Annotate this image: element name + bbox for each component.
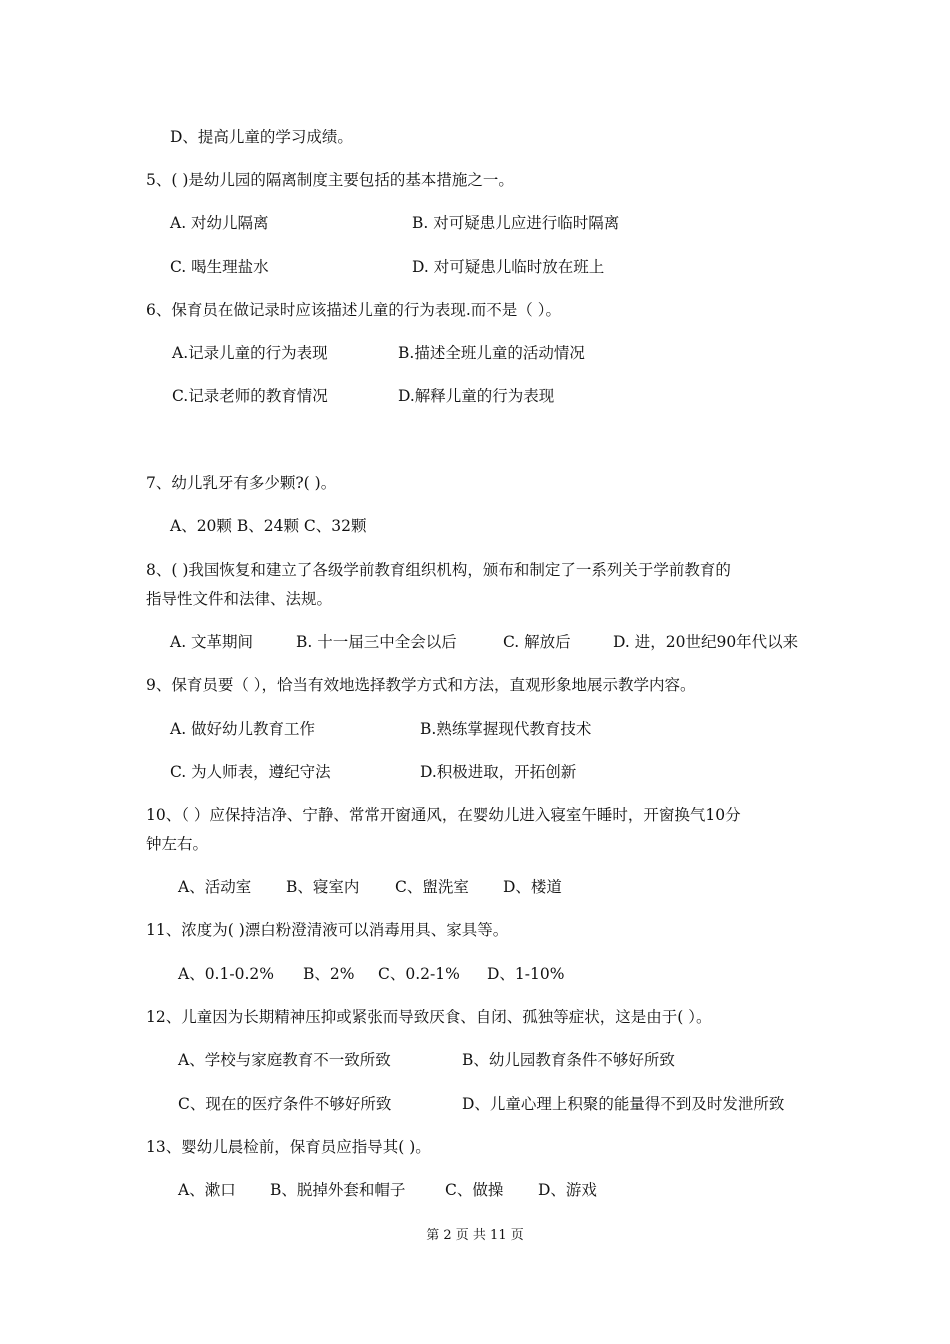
q10-stem-line1: 10、（ ）应保持洁净、宁静、常常开窗通风，在婴幼儿进入寝室午睡时，开窗换气10分: [146, 806, 741, 824]
q5-option-b: B. 对可疑患儿应进行临时隔离: [412, 214, 620, 232]
q10-option-c: C、盥洗室: [395, 878, 469, 896]
q12-option-b: B、幼儿园教育条件不够好所致: [462, 1051, 675, 1069]
q11-option-d: D、1-10%: [487, 965, 565, 983]
q10-option-b: B、寝室内: [286, 878, 360, 896]
q13-stem: 13、婴幼儿晨检前，保育员应指导其( )。: [146, 1138, 431, 1156]
q8-option-c: C. 解放后: [503, 633, 571, 651]
q5-option-c: C. 喝生理盐水: [170, 258, 269, 276]
q11-stem: 11、浓度为( )漂白粉澄清液可以消毒用具、家具等。: [146, 921, 509, 939]
q12-option-a: A、学校与家庭教育不一致所致: [178, 1051, 391, 1069]
q11-option-b: B、2%: [303, 965, 355, 983]
q10-option-d: D、楼道: [503, 878, 562, 896]
q9-option-d: D.积极进取，开拓创新: [420, 763, 577, 781]
q8-option-d: D. 进，20世纪90年代以来: [613, 633, 799, 651]
q11-option-a: A、0.1-0.2%: [178, 965, 274, 983]
q5-stem: 5、( )是幼儿园的隔离制度主要包括的基本措施之一。: [146, 171, 514, 189]
q7-stem: 7、幼儿乳牙有多少颗?( )。: [146, 474, 337, 492]
q9-option-a: A. 做好幼儿教育工作: [170, 720, 316, 738]
q10-option-a: A、活动室: [178, 878, 252, 896]
q8-stem-line2: 指导性文件和法律、法规。: [146, 590, 333, 608]
q9-stem: 9、保育员要（ ），恰当有效地选择教学方式和方法，直观形象地展示教学内容。: [146, 676, 696, 694]
q12-option-d: D、儿童心理上积聚的能量得不到及时发泄所致: [462, 1095, 785, 1113]
q6-option-a: A.记录儿童的行为表现: [172, 344, 328, 362]
q11-option-c: C、0.2-1%: [378, 965, 460, 983]
q9-option-b: B.熟练掌握现代教育技术: [420, 720, 592, 738]
q13-option-a: A、漱口: [178, 1181, 236, 1199]
q8-option-b: B. 十一届三中全会以后: [296, 633, 457, 651]
q8-stem-line1: 8、( )我国恢复和建立了各级学前教育组织机构，颁布和制定了一系列关于学前教育的: [146, 561, 731, 579]
q8-option-a: A. 文革期间: [170, 633, 254, 651]
page-number-footer: 第 2 页 共 11 页: [426, 1228, 524, 1243]
q12-option-c: C、现在的医疗条件不够好所致: [178, 1095, 392, 1113]
q6-option-c: C.记录老师的教育情况: [172, 387, 328, 405]
q13-option-b: B、脱掉外套和帽子: [270, 1181, 406, 1199]
q7-options: A、20颗 B、24颗 C、32颗: [170, 517, 367, 535]
q13-option-c: C、做操: [445, 1181, 504, 1199]
q5-option-a: A. 对幼儿隔离: [170, 214, 269, 232]
q6-option-d: D.解释儿童的行为表现: [398, 387, 555, 405]
q9-option-c: C. 为人师表，遵纪守法: [170, 763, 331, 781]
q4-option-d: D、提高儿童的学习成绩。: [170, 128, 353, 146]
q6-option-b: B.描述全班儿童的活动情况: [398, 344, 585, 362]
q10-stem-line2: 钟左右。: [146, 835, 209, 853]
q6-stem: 6、保育员在做记录时应该描述儿童的行为表现.而不是（ ）。: [146, 301, 561, 319]
q12-stem: 12、儿童因为长期精神压抑或紧张而导致厌食、自闭、孤独等症状，这是由于( ）。: [146, 1008, 712, 1026]
q13-option-d: D、游戏: [538, 1181, 597, 1199]
q5-option-d: D. 对可疑患儿临时放在班上: [412, 258, 605, 276]
